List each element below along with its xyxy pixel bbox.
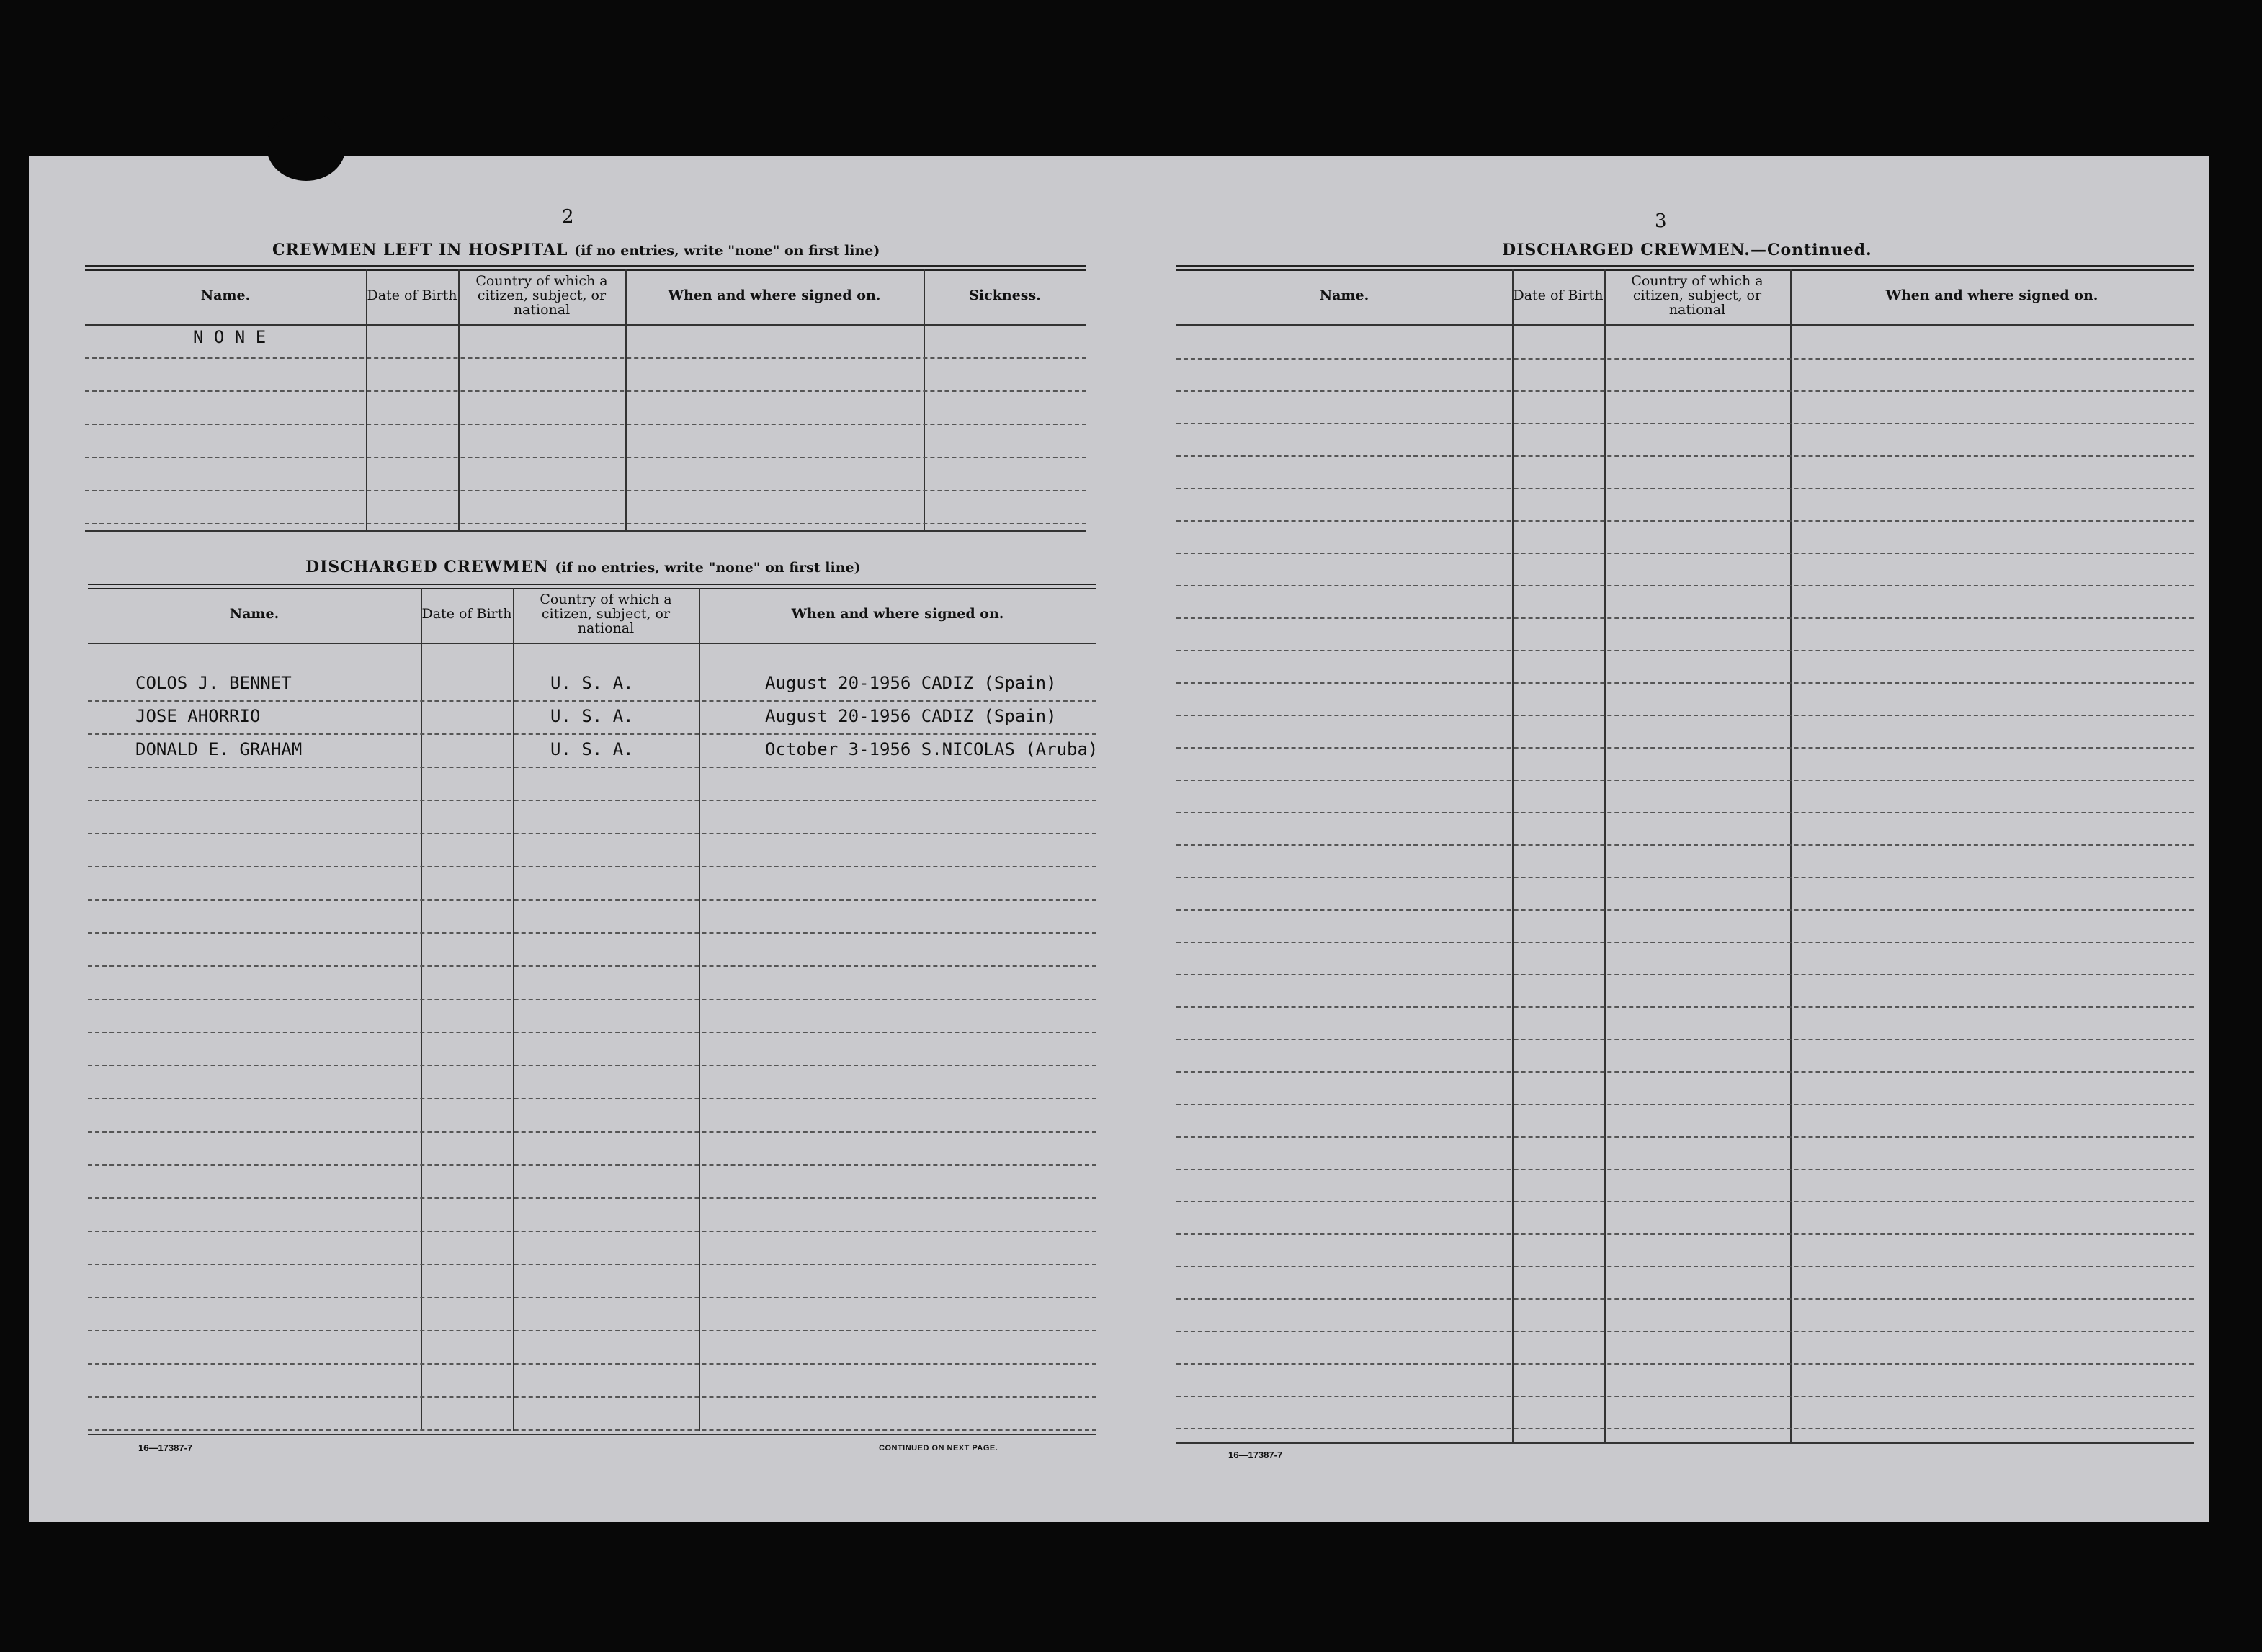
right-section-title	[1502, 241, 1872, 259]
table-row	[88, 1298, 1096, 1331]
table-row	[1176, 813, 2194, 846]
crew-country: U. S. A.	[550, 739, 634, 759]
table-bottom-rule	[85, 530, 1086, 532]
col-signed-header: When and where signed on.	[791, 606, 1004, 622]
page-number: 3	[1655, 210, 1667, 232]
table-row	[88, 768, 1096, 801]
hospital-section-title	[272, 241, 880, 259]
table-row	[1176, 684, 2194, 716]
col-dob-header: Date of Birth	[421, 606, 512, 622]
page-number: 2	[562, 206, 574, 228]
table-row	[1176, 781, 2194, 813]
table-row	[88, 801, 1096, 834]
table-row	[1176, 1397, 2194, 1429]
col-signed-header: When and where signed on.	[1885, 287, 2098, 303]
table-row	[1176, 522, 2194, 554]
table-row	[88, 867, 1096, 901]
table-row	[1176, 716, 2194, 749]
discharged-title: DISCHARGED CREWMEN	[305, 558, 549, 576]
table-bottom-rule	[88, 1434, 1096, 1435]
table-bottom-rule	[1176, 1442, 2194, 1444]
col-country-header: Country of which a citizen, subject, or national	[475, 273, 608, 318]
table-row	[1176, 457, 2194, 489]
table-row	[1176, 392, 2194, 424]
form-number: 16—17387-7	[1228, 1450, 1283, 1460]
hospital-entry: N O N E	[193, 327, 267, 347]
table-row	[88, 1133, 1096, 1166]
continued-note: CONTINUED ON NEXT PAGE.	[879, 1444, 998, 1452]
table-row	[1176, 1202, 2194, 1235]
crew-name: JOSE AHORRIO	[135, 706, 261, 726]
table-row	[88, 1365, 1096, 1398]
table-header	[88, 588, 1096, 640]
col-sickness-header: Sickness.	[969, 287, 1041, 303]
table-row	[1176, 975, 2194, 1008]
table-row	[88, 901, 1096, 934]
table-row	[88, 1066, 1096, 1099]
table-row	[1176, 489, 2194, 522]
crew-signed-on: October 3-1956 S.NICOLAS (Aruba)	[765, 739, 1099, 759]
col-country-header: Country of which a citizen, subject, or national	[540, 591, 672, 636]
col-name-header: Name.	[229, 606, 280, 622]
table-row	[88, 967, 1096, 1000]
table-row	[88, 1331, 1096, 1365]
header-rule	[1176, 324, 2194, 326]
table-row	[1176, 1073, 2194, 1105]
crew-signed-on: August 20-1956 CADIZ (Spain)	[765, 706, 1057, 726]
table-row	[1176, 749, 2194, 781]
table-row	[1176, 424, 2194, 457]
table-row	[1176, 619, 2194, 651]
table-row	[1176, 1040, 2194, 1073]
table-header	[85, 269, 1086, 321]
col-name-header: Name.	[200, 287, 251, 303]
table-row	[88, 1232, 1096, 1265]
col-country-header: Country of which a citizen, subject, or national	[1631, 273, 1763, 318]
discharged-continued-table	[1176, 265, 2194, 1447]
col-dob-header: Date of Birth	[367, 287, 457, 303]
crew-country: U. S. A.	[550, 706, 634, 726]
table-row	[85, 458, 1086, 491]
table-row	[1176, 1105, 2194, 1138]
table-row	[1176, 1267, 2194, 1300]
table-row	[1176, 554, 2194, 586]
table-row	[88, 1033, 1096, 1066]
right-page	[1120, 156, 2209, 1522]
table-row	[1176, 911, 2194, 943]
right-title: DISCHARGED CREWMEN.—Continued.	[1502, 241, 1872, 259]
table-row	[85, 491, 1086, 524]
table-row	[85, 425, 1086, 458]
table-row	[1176, 1235, 2194, 1267]
col-dob-header: Date of Birth	[1513, 287, 1604, 303]
table-row	[1176, 1170, 2194, 1202]
table-row	[88, 834, 1096, 867]
table-row	[1176, 1138, 2194, 1170]
table-row	[1176, 1332, 2194, 1365]
table-row	[85, 392, 1086, 425]
table-row	[1176, 1300, 2194, 1332]
table-row	[88, 1099, 1096, 1133]
table-row	[1176, 586, 2194, 619]
crew-name: DONALD E. GRAHAM	[135, 739, 303, 759]
table-row	[1176, 878, 2194, 911]
discharged-title-note: (if no entries, write "none" on first line)	[555, 560, 861, 576]
discharged-section-title	[305, 558, 861, 576]
crew-signed-on: August 20-1956 CADIZ (Spain)	[765, 673, 1057, 693]
col-signed-header: When and where signed on.	[668, 287, 881, 303]
paper-tear	[267, 112, 346, 181]
table-row	[88, 1000, 1096, 1033]
crew-name: COLOS J. BENNET	[135, 673, 292, 693]
crew-country: U. S. A.	[550, 673, 634, 693]
table-row	[88, 1166, 1096, 1199]
table-row	[1176, 943, 2194, 975]
table-row	[88, 934, 1096, 967]
discharged-table	[88, 584, 1099, 1437]
hospital-title: CREWMEN LEFT IN HOSPITAL	[272, 241, 568, 259]
table-row	[1176, 1008, 2194, 1040]
hospital-table	[85, 265, 1086, 546]
table-row	[88, 1199, 1096, 1232]
left-page	[29, 156, 1120, 1522]
table-header	[1176, 269, 2194, 321]
table-row	[1176, 1365, 2194, 1397]
form-number: 16—17387-7	[138, 1442, 193, 1453]
table-row	[1176, 327, 2194, 360]
table-row	[85, 359, 1086, 392]
col-name-header: Name.	[1319, 287, 1369, 303]
table-row	[88, 1398, 1096, 1431]
table-row	[1176, 651, 2194, 684]
table-row	[1176, 360, 2194, 392]
table-row	[1176, 846, 2194, 878]
table-row	[88, 1265, 1096, 1298]
hospital-title-note: (if no entries, write "none" on first line)	[574, 243, 880, 259]
header-rule	[88, 643, 1096, 644]
